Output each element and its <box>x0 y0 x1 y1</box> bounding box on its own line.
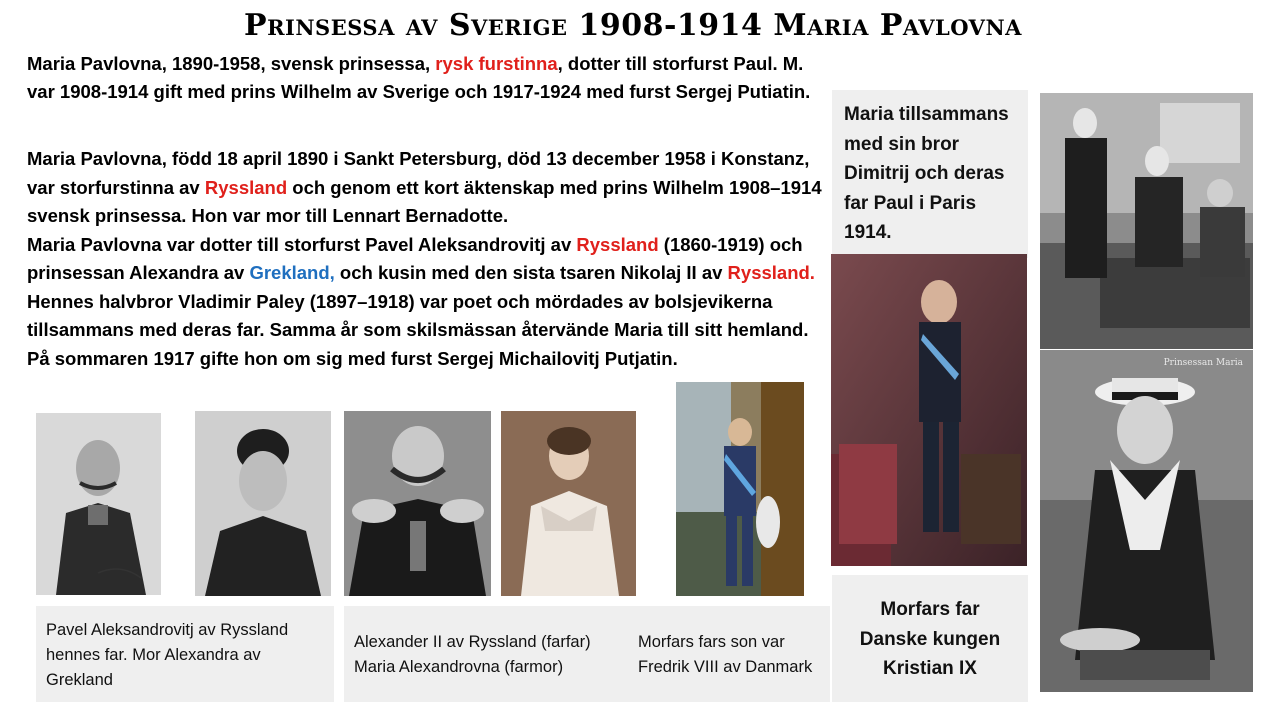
body-text-1: Maria Pavlovna, född 18 april 1890 i Sankt Petersburg, död 13 december 1958 i Konstanz, var storfurstinna av <box>27 148 810 198</box>
alexander-caption-line-2: Maria Alexandrovna (farmor) <box>354 658 564 676</box>
grandparents-caption <box>344 606 830 702</box>
fredrik-caption-line-1: Morfars fars son var <box>638 633 785 651</box>
morfar-caption-line-1: Morfars far <box>880 599 980 620</box>
body-paragraph <box>27 145 827 373</box>
fredrik-viii-portrait <box>676 382 804 596</box>
pavel-caption-line-3: Grekland <box>46 671 113 689</box>
body-link-ryssland-3: Ryssland. <box>727 262 815 283</box>
pavel-caption-line-1: Pavel Aleksandrovitj av Ryssland <box>46 621 289 639</box>
fredrik-caption <box>638 630 812 680</box>
pavel-caption-line-2: hennes far. Mor Alexandra av <box>46 646 261 664</box>
intro-highlight-rysk-furstinna: rysk furstinna <box>435 53 558 74</box>
pavel-caption <box>36 606 334 702</box>
body-link-ryssland-1: Ryssland <box>204 176 288 198</box>
alexandra-av-grekland-photo <box>195 411 331 596</box>
photo-inscription: Prinsessan Maria <box>1163 358 1243 368</box>
body-text-6: Hennes halvbror Vladimir Paley (1897–1918) var poet och mördades av bolsjevikerna tillsammans med deras far. Samma år som skilsmässan återvände Maria till sitt hemland. På sommaren 1917 gifte hon om sig med furst Sergej Michailovitj Putjatin. <box>27 290 809 369</box>
body-text-5: och kusin med den sista tsaren Nikolaj II av <box>334 262 728 283</box>
family-paris-photo <box>1040 93 1253 349</box>
fredrik-caption-line-2: Fredrik VIII av Danmark <box>638 658 813 676</box>
body-text-3: Maria Pavlovna var dotter till storfurst Pavel Aleksandrovitj av <box>27 233 577 255</box>
intro-paragraph <box>27 50 817 106</box>
prinsessan-maria-photo <box>1040 350 1253 692</box>
morfar-caption-line-2: Danske kungen <box>859 628 1001 650</box>
alexander-caption-line-1: Alexander II av Ryssland (farfar) <box>354 633 591 651</box>
pavel-aleksandrovitj-photo <box>36 413 161 595</box>
morfar-caption <box>832 575 1028 702</box>
body-link-grekland: Grekland, <box>249 262 335 283</box>
body-text-4: (1860-1919) och prinsessan Alexandra av <box>27 233 803 283</box>
family-photo-caption: Maria tillsammans med sin bror Dimitrij och deras far Paul i Paris 1914. <box>832 90 1028 258</box>
body-text-2: och genom ett kort äktenskap med prins Wilhelm 1908–1914 svensk prinsessa. Hon var mor till Lennart Bernadotte. <box>27 176 822 226</box>
intro-text-1: Maria Pavlovna, 1890-1958, svensk prinsessa, <box>27 53 436 74</box>
kristian-ix-portrait <box>831 254 1027 566</box>
maria-alexandrovna-portrait <box>501 411 636 596</box>
alexander-ii-photo <box>344 411 491 596</box>
intro-text-2: , dotter till storfurst Paul. M. var 1908-1914 gift med prins Wilhelm av Sverige och 1917-1924 med furst Sergej Putiatin. <box>27 53 811 102</box>
body-link-ryssland-2: Ryssland <box>576 233 659 255</box>
alexander-caption <box>354 630 591 680</box>
slide-title: Prinsessa av Sverige 1908-1914 Maria Pavlovna <box>244 8 1022 43</box>
morfar-caption-line-3: Kristian IX <box>883 658 977 679</box>
